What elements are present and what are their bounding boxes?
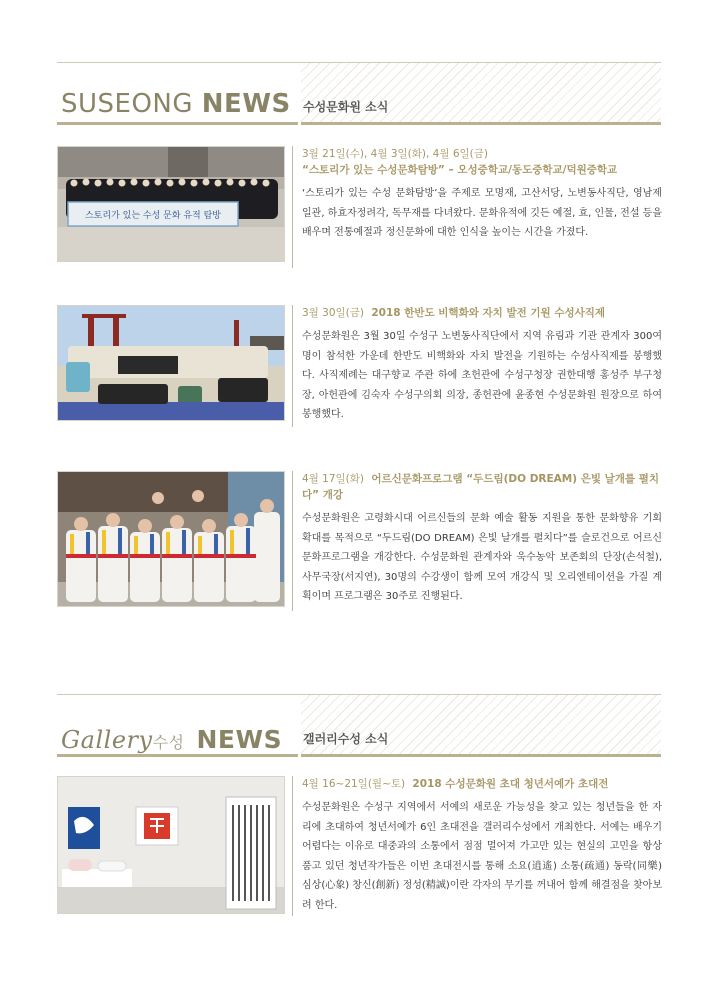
article-heading	[302, 305, 662, 321]
article-heading	[302, 471, 662, 503]
article-1-rule	[292, 146, 293, 268]
article-1	[302, 146, 662, 243]
gallery-article-rule	[292, 776, 293, 916]
article-title: “스토리가 있는 수성문화탐방” – 오성중학교/동도중학교/덕원중학교	[302, 164, 618, 176]
article-title: 어르신문화프로그램 “두드림(DO DREAM) 은빛 날개를 펼치다” 개강	[302, 473, 660, 501]
brand-block	[57, 63, 298, 125]
suseong-news-header	[57, 63, 661, 125]
article-title: 2018 한반도 비핵화와 자치 발전 기원 수성사직제	[371, 307, 606, 319]
article-date: 4월 16~21일(월~토)	[302, 778, 406, 790]
article-2-rule	[292, 305, 293, 427]
article-body: 수성문화원은 3월 30일 수성구 노변동사직단에서 지역 유림과 기관 관계자 300여명이 참석한 가운데 한반도 비핵화와 자치 발전을 기원하는 수성사직제를 봉행했다. 사직제례는 대구향교 주관 하에 초헌관에 수성구청장 권한대행 홍성주 부구청장, 아헌관에 김숙자 수성구의회 의장, 종헌관에 윤종현 수성문화원 원장으로 하여 봉행했다.	[302, 331, 662, 420]
photo-sajikje-ceremony	[57, 305, 285, 421]
article-body: ‘스토리가 있는 수성 문화탐방’을 주제로 모명재, 고산서당, 노변동사직단, 영남제일관, 하효자정려각, 독무재를 다녀왔다. 문화유적에 깃든 예절, 효, 인물, 전설 등을 배우며 전통예절과 정신문화에 대한 인식을 높이는 시간을 가졌다.	[302, 188, 662, 238]
article-body: 수성문화원은 수성구 지역에서 서예의 새로운 가능성을 찾고 있는 청년들을 한 자리에 초대하여 청년서예가 6인 초대전을 갤러리수성에서 개최한다. 서예는 배우기 어렵다는 이유로 대중과의 소통에서 점점 멀어져 가고만 있는 현실의 고민을 항상 품고 있던 청년작가들은 이번 초대전시를 통해 소요(逍遙) 소통(疏通) 동락(同樂) 심상(心象) 창신(創新) 정성(精誠)이란 각자의 무기를 꺼내어 함께 해결점을 찾아보려 한다.	[302, 802, 662, 911]
article-date: 3월 21일(수), 4월 3일(화), 4월 6일(금)	[302, 148, 488, 160]
gallery-suseong-logo: Gallery수성 NEWS	[61, 725, 283, 754]
section-subtitle: 수성문화원 소식	[303, 100, 389, 114]
article-date: 4월 17일(화)	[302, 473, 365, 485]
article-heading	[302, 776, 662, 792]
banner-text: 스토리가 있는 수성 문화 유적 탐방	[84, 211, 222, 221]
gallery-subtitle-block	[301, 695, 661, 757]
subtitle-block	[301, 63, 661, 125]
photo-calligraphy-exhibition	[57, 776, 285, 914]
gallery-news-header	[57, 695, 661, 757]
suseong-news-logo: SUSEONG NEWS	[61, 89, 291, 119]
photo-seniors-program	[57, 471, 285, 607]
gallery-section-subtitle: 갤러리수성 소식	[303, 732, 389, 746]
article-body: 수성문화원은 고령화시대 어르신들의 문화 예술 활동 지원을 통한 문화향유 기회 확대를 목적으로 “두드림(DO DREAM) 은빛 날개를 펼치다”를 슬로건으로 어르신 문화프로그램을 개강한다. 수성문화원 관계자와 욱수농악 보존회의 단장(손석철), 사무국장(서지연), 30명의 수강생이 함께 모여 개강식 및 오리엔테이션을 가질 계획이며 프로그램은 30주로 진행된다.	[302, 513, 662, 602]
article-3	[302, 471, 662, 607]
gallery-article	[302, 776, 662, 915]
article-title: 2018 수성문화원 초대 청년서예가 초대전	[412, 778, 609, 790]
article-2	[302, 305, 662, 425]
photo-students-tour	[57, 146, 285, 262]
gallery-brand-block	[57, 695, 298, 757]
article-date: 3월 30일(금)	[302, 307, 365, 319]
article-3-rule	[292, 471, 293, 611]
